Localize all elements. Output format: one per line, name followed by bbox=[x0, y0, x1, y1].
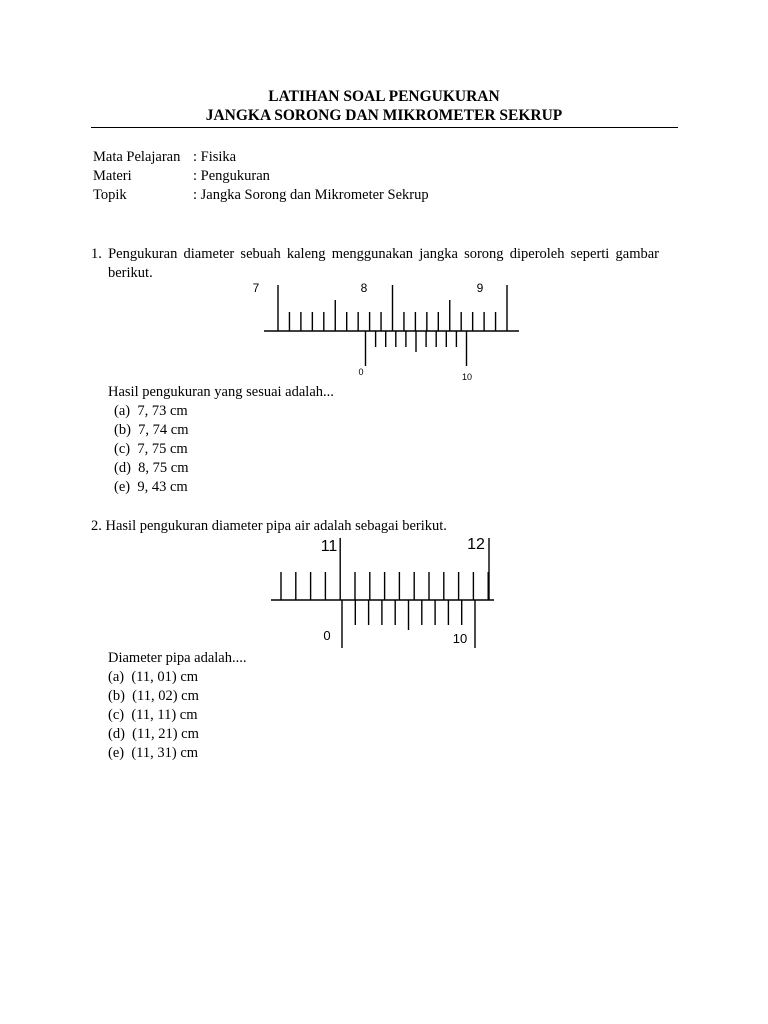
vernier-label-0: 0 bbox=[358, 367, 364, 377]
option-text: 7, 75 cm bbox=[137, 441, 188, 457]
option-text: (11, 01) cm bbox=[131, 669, 199, 685]
question-2-text: 2. Hasil pengukuran diameter pipa air adalah sebagai berikut. bbox=[91, 518, 447, 534]
option-letter: (b) bbox=[108, 688, 125, 704]
option-text: (11, 31) cm bbox=[131, 745, 199, 761]
info-value: : Jangka Sorong dan Mikrometer Sekrup bbox=[193, 187, 429, 203]
vernier-label-10: 10 bbox=[452, 631, 468, 646]
option-text: 8, 75 cm bbox=[138, 460, 189, 476]
question-2-prompt: Diameter pipa adalah.... bbox=[108, 650, 247, 666]
option-letter: (b) bbox=[114, 422, 131, 438]
option-letter: (c) bbox=[114, 441, 131, 457]
option-letter: (c) bbox=[108, 707, 125, 723]
main-scale-label-8: 8 bbox=[360, 281, 368, 295]
option-letter: (e) bbox=[114, 479, 131, 495]
option-text: 7, 74 cm bbox=[138, 422, 189, 438]
main-scale-label-7: 7 bbox=[252, 281, 260, 295]
option-letter: (a) bbox=[114, 403, 131, 419]
option-text: (11, 02) cm bbox=[132, 688, 199, 704]
info-value: : Pengukuran bbox=[193, 168, 270, 184]
question-2-option-a[interactable] bbox=[108, 668, 198, 687]
info-key: Materi bbox=[93, 168, 132, 184]
main-scale-label-12: 12 bbox=[467, 536, 485, 553]
question-2-option-e[interactable] bbox=[108, 744, 198, 763]
question-1-line-2: berikut. bbox=[108, 265, 153, 281]
option-text: 9, 43 cm bbox=[137, 479, 188, 495]
question-2-option-d[interactable] bbox=[108, 725, 199, 744]
info-value: : Fisika bbox=[193, 149, 237, 165]
question-1-prompt: Hasil pengukuran yang sesuai adalah... bbox=[108, 384, 334, 400]
info-key: Topik bbox=[93, 187, 127, 203]
vernier-label-0: 0 bbox=[323, 628, 331, 643]
info-key: Mata Pelajaran bbox=[93, 149, 181, 165]
question-2-option-b[interactable] bbox=[108, 687, 199, 706]
page-title: LATIHAN SOAL PENGUKURAN bbox=[268, 88, 500, 105]
option-text: (11, 21) cm bbox=[132, 726, 199, 742]
option-letter: (d) bbox=[108, 726, 125, 742]
option-letter: (a) bbox=[108, 669, 125, 685]
main-scale-label-9: 9 bbox=[476, 281, 484, 295]
question-2-option-c[interactable] bbox=[108, 706, 198, 725]
option-letter: (e) bbox=[108, 745, 125, 761]
option-text: (11, 11) cm bbox=[131, 707, 198, 723]
option-text: 7, 73 cm bbox=[137, 403, 188, 419]
page-subtitle: JANGKA SORONG DAN MIKROMETER SEKRUP bbox=[205, 107, 563, 124]
main-scale-label-11: 11 bbox=[320, 538, 338, 555]
option-letter: (d) bbox=[114, 460, 131, 476]
question-1-line-1: 1. Pengukuran diameter sebuah kaleng menggunakan jangka sorong diperoleh seperti gambar bbox=[91, 246, 659, 262]
vernier-label-10: 10 bbox=[461, 372, 473, 382]
